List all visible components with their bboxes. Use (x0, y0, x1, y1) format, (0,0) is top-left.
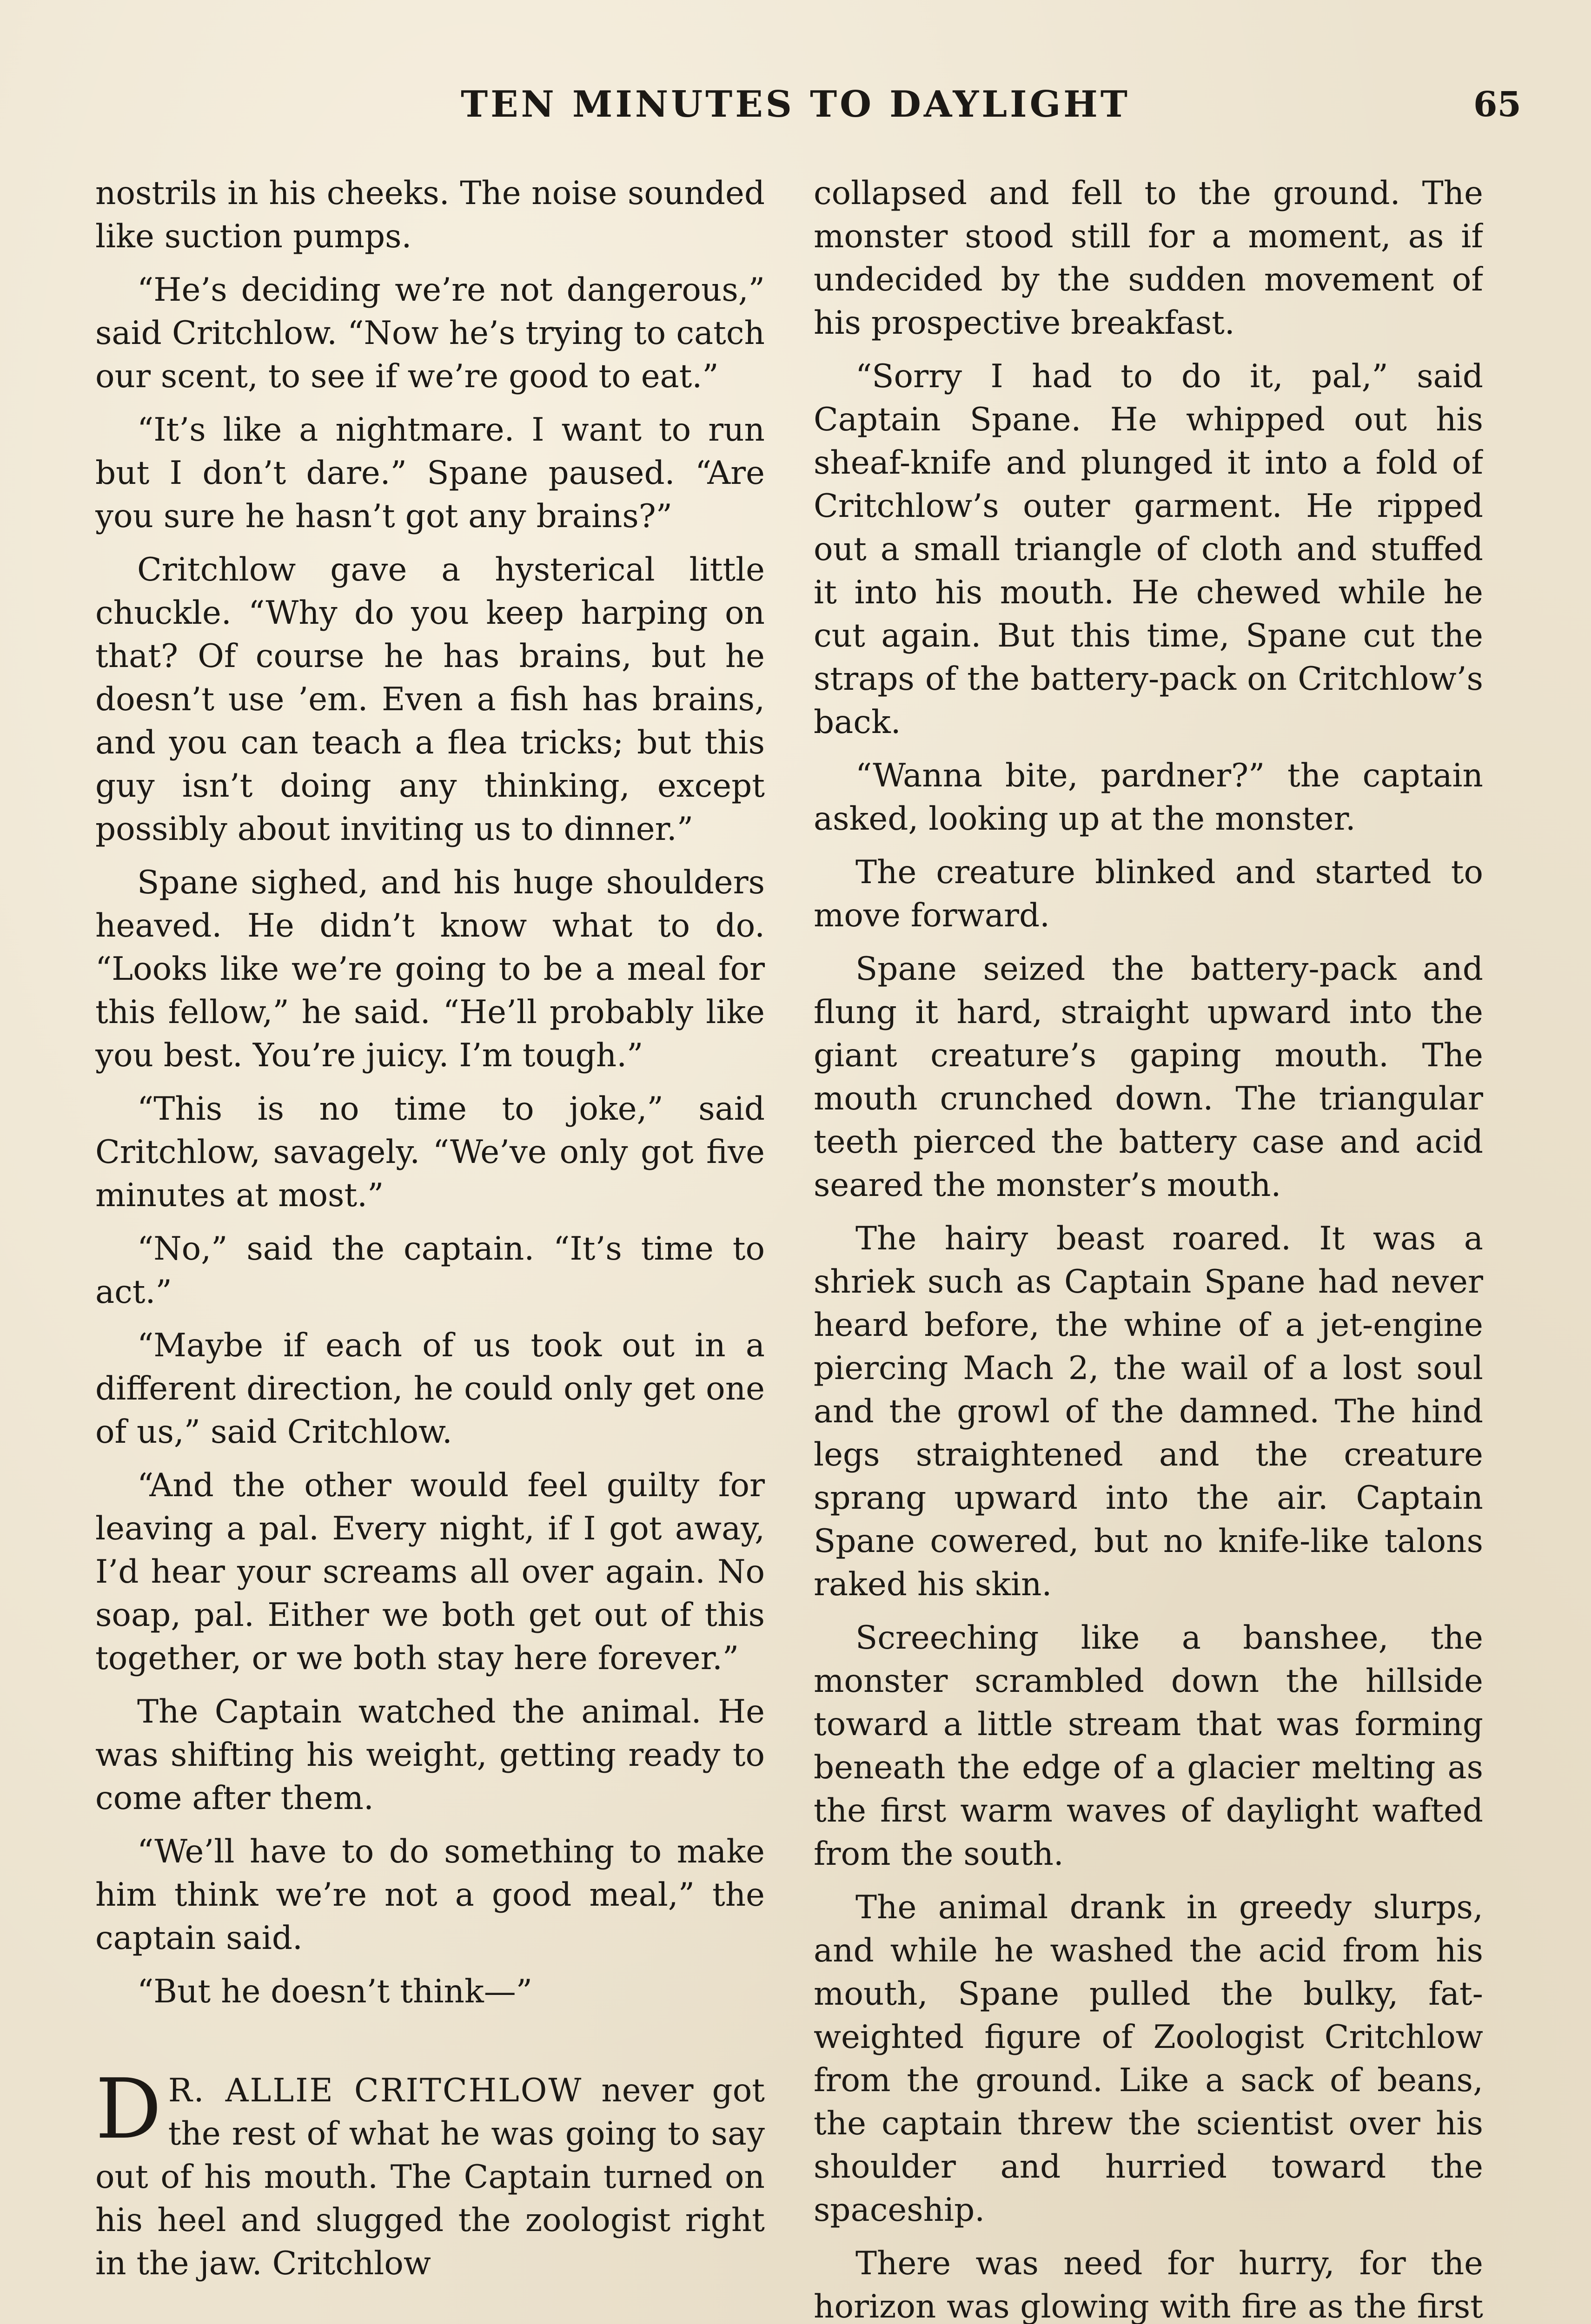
left-column (95, 172, 765, 2324)
section-opening-paragraph (95, 2061, 765, 2285)
paragraph: The animal drank in greedy slurps, and while he washed the acid from his mouth, Spane pulled the bulky, fat-weighted figure of Zoologist Critchlow from the ground. Like a sack of beans, the captain threw the scientist over his shoulder and hurried toward the spaceship. (814, 1889, 1483, 2229)
paragraph: nostrils in his cheeks. The noise sounded like suction pumps. (95, 175, 765, 255)
paragraph: “He’s deciding we’re not dangerous,” said Critchlow. “Now he’s trying to catch our scent, to see if we’re good to eat.” (95, 271, 765, 395)
right-column (814, 172, 1483, 2324)
paragraph: There was need for hurry, for the horizon was glowing with fire as the first (814, 2245, 1483, 2324)
paragraph: “Wanna bite, pardner?” the captain asked, looking up at the monster. (814, 757, 1483, 838)
paragraph: The creature blinked and started to move forward. (814, 854, 1483, 934)
paragraph: The Captain watched the animal. He was shifting his weight, getting ready to come after them. (95, 1693, 765, 1817)
page-header (0, 79, 1591, 130)
paragraph: Spane sighed, and his huge shoulders heaved. He didn’t know what to do. “Looks like we’re going to be a meal for this fellow,” he said. “He’ll probably like you best. You’re juicy. I’m tough.” (95, 864, 765, 1074)
lead-in-name: R. ALLIE CRITCHLOW (168, 2072, 583, 2109)
paragraph: The hairy beast roared. It was a shriek such as Captain Spane had never heard before, the whine of a jet-engine piercing Mach 2, the wail of a lost soul and the growl of the damned. The hind legs straightened and the creature sprang upward into the air. Captain Spane cowered, but no knife-like talons raked his skin. (814, 1220, 1483, 1603)
paragraph: “We’ll have to do something to make him think we’re not a good meal,” the captain said. (95, 1833, 765, 1957)
paragraph: “But he doesn’t think—” (137, 1973, 533, 2010)
paragraph: collapsed and fell to the ground. The monster stood still for a moment, as if undecided by the sudden movement of his prospective breakfast. (814, 175, 1483, 342)
running-title: TEN MINUTES TO DAYLIGHT (461, 83, 1130, 125)
paragraph: “And the other would feel guilty for leaving a pal. Every night, if I got away, I’d hear your screams all over again. No soap, pal. Either we both get out of this together, or we both stay here forever.” (95, 1467, 765, 1677)
paragraph: Spane seized the battery-pack and flung it hard, straight upward into the giant creature’s gaping mouth. The mouth crunched down. The triangular teeth pierced the battery case and acid seared the monster’s mouth. (814, 951, 1483, 1204)
section-text: never got the rest of what he was going to say out of his mouth. The Captain turned on his heel and slugged the zoologist right in the jaw. Critchlow (95, 2072, 765, 2282)
paragraph: Screeching like a banshee, the monster scrambled down the hillside toward a little stream that was forming beneath the edge of a glacier melting as the first warm waves of daylight wafted from the south. (814, 1619, 1483, 1873)
paragraph: “No,” said the captain. “It’s time to act.” (95, 1230, 765, 1311)
page-number: 65 (1473, 85, 1521, 125)
paragraph: “It’s like a nightmare. I want to run but I don’t dare.” Spane paused. “Are you sure he hasn’t got any brains?” (95, 411, 765, 535)
paragraph: “This is no time to joke,” said Critchlow, savagely. “We’ve only got five minutes at most.” (95, 1090, 765, 1214)
drop-cap: D (95, 2061, 162, 2157)
paragraph: “Maybe if each of us took out in a different direction, he could only get one of us,” said Critchlow. (95, 1327, 765, 1451)
paragraph: “Sorry I had to do it, pal,” said Captain Spane. He whipped out his sheaf-knife and plunged it into a fold of Critchlow’s outer garment. He ripped out a small triangle of cloth and stuffed it into his mouth. He chewed while he cut again. But this time, Spane cut the straps of the battery-pack on Critchlow’s back. (814, 358, 1483, 741)
paragraph: Critchlow gave a hysterical little chuckle. “Why do you keep harping on that? Of course he has brains, but he doesn’t use ’em. Even a fish has brains, and you can teach a flea tricks; but this guy isn’t doing any thinking, except possibly about inviting us to dinner.” (95, 551, 765, 848)
